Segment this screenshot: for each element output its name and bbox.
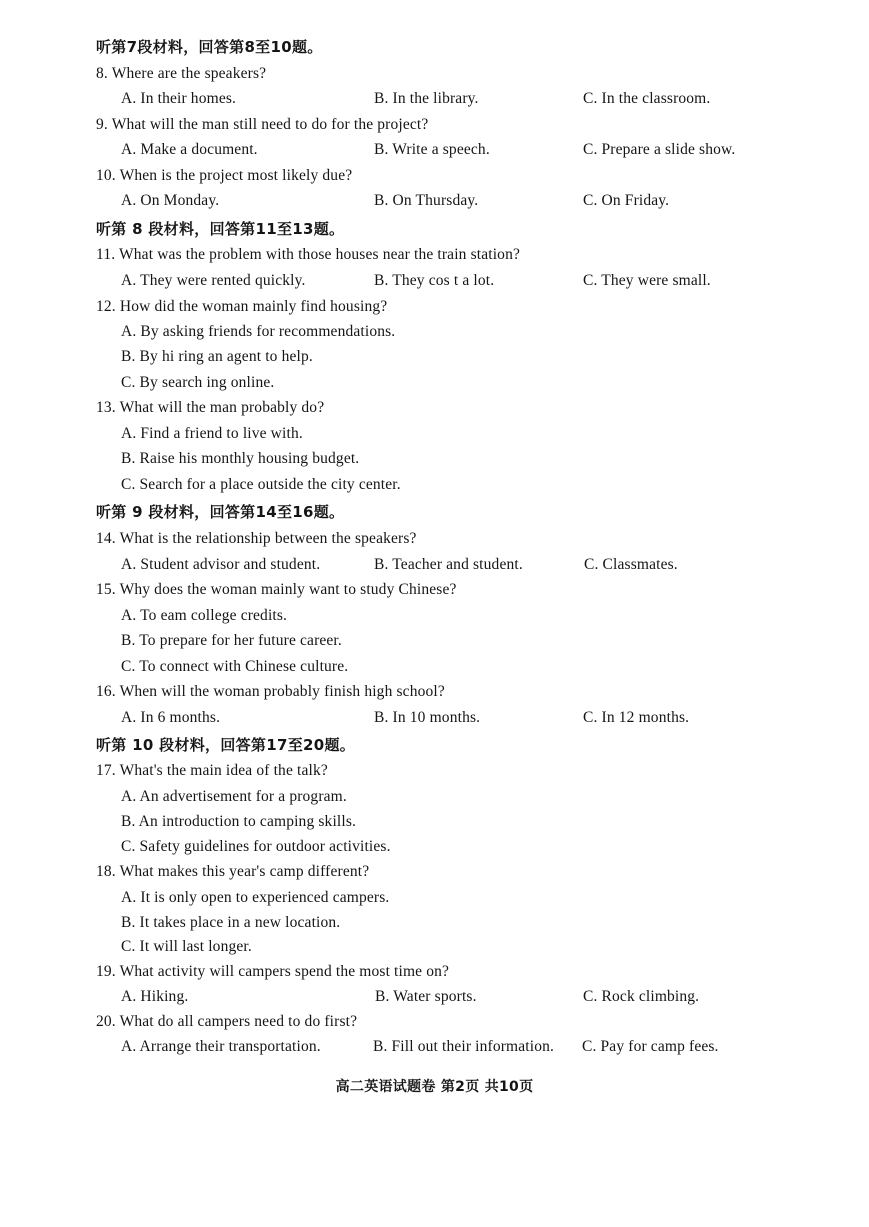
option-a: A. Make a document. bbox=[121, 141, 258, 158]
question-11 bbox=[96, 246, 520, 264]
question-number: 14. bbox=[96, 530, 116, 547]
option-a: A. To eam college credits. bbox=[121, 607, 288, 624]
option-a: A. In 6 months. bbox=[121, 709, 221, 726]
question-20 bbox=[96, 1013, 357, 1031]
option-a: A. An advertisement for a program. bbox=[121, 788, 347, 805]
option-b: B. They cos t a lot. bbox=[374, 272, 495, 289]
question-number: 15. bbox=[96, 581, 116, 598]
option-c: C. To connect with Chinese culture. bbox=[121, 658, 349, 675]
option-a: A. In their homes. bbox=[121, 90, 237, 107]
question-number: 11. bbox=[96, 246, 116, 263]
option-b: B. An introduction to camping skills. bbox=[121, 813, 357, 830]
option-b: B. It takes place in a new location. bbox=[121, 914, 341, 931]
question-14 bbox=[96, 530, 417, 548]
question-number: 20. bbox=[96, 1013, 116, 1030]
question-8 bbox=[96, 65, 266, 83]
question-text: What do all campers need to do first? bbox=[119, 1013, 358, 1030]
question-15 bbox=[96, 581, 457, 599]
question-number: 17. bbox=[96, 762, 116, 779]
option-a: A. Find a friend to live with. bbox=[121, 425, 303, 442]
question-text: When is the project most likely due? bbox=[119, 167, 353, 184]
option-b: B. In 10 months. bbox=[374, 709, 481, 726]
option-c: C. Search for a place outside the city center. bbox=[121, 476, 401, 493]
question-text: How did the woman mainly find housing? bbox=[119, 298, 388, 315]
question-text: What's the main idea of the talk? bbox=[119, 762, 328, 779]
question-number: 9. bbox=[96, 116, 108, 133]
question-10 bbox=[96, 167, 352, 185]
option-a: A. They were rented quickly. bbox=[121, 272, 306, 289]
question-text: Where are the speakers? bbox=[111, 65, 267, 82]
option-b: B. Water sports. bbox=[375, 988, 477, 1005]
option-b: B. In the library. bbox=[374, 90, 479, 107]
question-9 bbox=[96, 116, 428, 134]
option-b: B. On Thursday. bbox=[374, 192, 479, 209]
question-text: What activity will campers spend the most time on? bbox=[119, 963, 450, 980]
option-a: A. Student advisor and student. bbox=[121, 556, 321, 573]
page-footer: 高二英语试题卷 第2页 共10页 bbox=[335, 1079, 534, 1095]
question-12 bbox=[96, 298, 387, 316]
option-a: A. It is only open to experienced campers. bbox=[121, 889, 390, 906]
option-b: B. Fill out their information. bbox=[373, 1038, 555, 1055]
question-13 bbox=[96, 399, 324, 417]
question-text: What is the relationship between the speakers? bbox=[119, 530, 417, 547]
question-17 bbox=[96, 762, 328, 780]
question-text: When will the woman probably finish high school? bbox=[119, 683, 445, 700]
option-c: C. It will last longer. bbox=[121, 938, 252, 955]
option-c: C. They were small. bbox=[583, 272, 711, 289]
question-text: What was the problem with those houses near the train station? bbox=[119, 246, 521, 263]
option-c: C. Safety guidelines for outdoor activities. bbox=[121, 838, 391, 855]
question-text: What makes this year's camp different? bbox=[119, 863, 370, 880]
question-number: 19. bbox=[96, 963, 116, 980]
option-c: C. Classmates. bbox=[584, 556, 678, 573]
question-number: 12. bbox=[96, 298, 116, 315]
question-16 bbox=[96, 683, 445, 701]
option-c: C. In 12 months. bbox=[583, 709, 690, 726]
option-c: C. In the classroom. bbox=[583, 90, 711, 107]
section-header: 听第7段材料，回答第8至10题。 bbox=[96, 38, 323, 56]
option-b: B. To prepare for her future career. bbox=[121, 632, 342, 649]
option-b: B. Write a speech. bbox=[374, 141, 490, 158]
question-18 bbox=[96, 863, 369, 881]
question-number: 16. bbox=[96, 683, 116, 700]
question-number: 8. bbox=[96, 65, 108, 82]
option-a: A. Arrange their transportation. bbox=[121, 1038, 321, 1055]
option-a: A. By asking friends for recommendations. bbox=[121, 323, 396, 340]
question-number: 13. bbox=[96, 399, 116, 416]
question-19 bbox=[96, 963, 449, 981]
option-a: A. On Monday. bbox=[121, 192, 220, 209]
question-number: 10. bbox=[96, 167, 116, 184]
question-text: Why does the woman mainly want to study Chinese? bbox=[119, 581, 457, 598]
option-b: B. Teacher and student. bbox=[374, 556, 523, 573]
section-header: 听第 8 段材料，回答第11至13题。 bbox=[96, 220, 345, 238]
section-header: 听第 9 段材料，回答第14至16题。 bbox=[96, 503, 345, 521]
question-text: What will the man probably do? bbox=[119, 399, 325, 416]
option-b: B. By hi ring an agent to help. bbox=[121, 348, 313, 365]
question-text: What will the man still need to do for the project? bbox=[111, 116, 429, 133]
option-c: C. Rock climbing. bbox=[583, 988, 700, 1005]
question-number: 18. bbox=[96, 863, 116, 880]
option-c: C. On Friday. bbox=[583, 192, 670, 209]
option-c: C. By search ing online. bbox=[121, 374, 275, 391]
option-c: C. Pay for camp fees. bbox=[582, 1038, 719, 1055]
option-b: B. Raise his monthly housing budget. bbox=[121, 450, 360, 467]
option-c: C. Prepare a slide show. bbox=[583, 141, 736, 158]
section-header: 听第 10 段材料，回答第17至20题。 bbox=[96, 736, 356, 754]
option-a: A. Hiking. bbox=[121, 988, 189, 1005]
